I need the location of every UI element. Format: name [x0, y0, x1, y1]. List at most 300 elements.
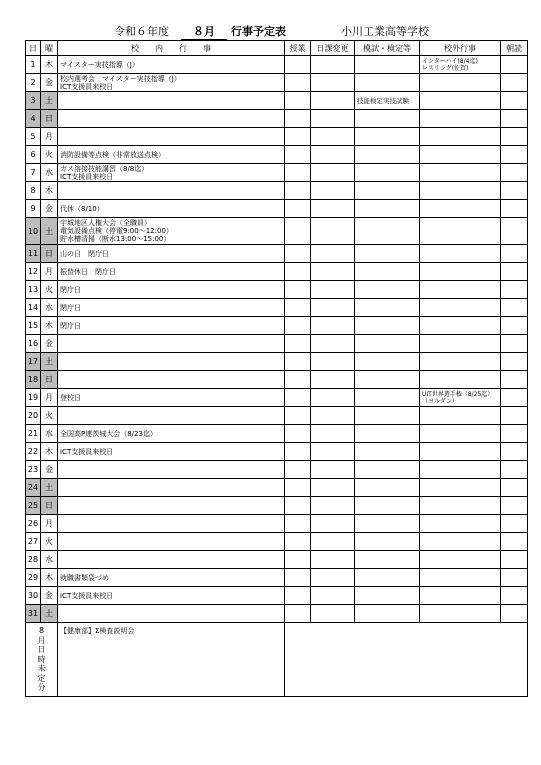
header-morning-reading: 朝読: [501, 41, 528, 56]
schedule-change-cell: [311, 128, 355, 146]
outside-events-cell: [420, 587, 501, 605]
exams-cell: [355, 299, 420, 317]
schedule-change-cell: [311, 245, 355, 263]
class-hours-cell: [285, 128, 311, 146]
morning-reading-cell: [501, 425, 528, 443]
day-cell: 22: [26, 443, 41, 461]
exams-cell: [355, 182, 420, 200]
day-row: [26, 551, 528, 569]
class-hours-cell: [285, 569, 311, 587]
outside-events-cell: [420, 407, 501, 425]
notes-row: [26, 623, 528, 697]
events-cell: [58, 587, 285, 605]
day-cell: 2: [26, 74, 41, 92]
class-hours-cell: [285, 497, 311, 515]
notes-label-cell: [26, 623, 58, 697]
line: インターハイ(8/4迄): [422, 57, 478, 65]
class-hours-cell: [285, 353, 311, 371]
events-cell: [58, 389, 285, 407]
schedule-change-cell: [311, 182, 355, 200]
events-cell: [58, 299, 285, 317]
class-hours-cell: [285, 461, 311, 479]
day-row: [26, 389, 528, 407]
weekday-cell: 月: [41, 128, 58, 146]
day-row: [26, 353, 528, 371]
day-cell: 19: [26, 389, 41, 407]
morning-reading-cell: [501, 515, 528, 533]
schedule-change-cell: [311, 587, 355, 605]
morning-reading-cell: [501, 281, 528, 299]
schedule-change-cell: [311, 335, 355, 353]
morning-reading-cell: [501, 461, 528, 479]
day-cell: 7: [26, 164, 41, 182]
exams-cell: [355, 479, 420, 497]
day-row: [26, 407, 528, 425]
line: 就職書類袋づめ: [60, 573, 109, 582]
morning-reading-cell: [501, 200, 528, 218]
day-row: [26, 74, 528, 92]
day-cell: 20: [26, 407, 41, 425]
line: ICT支援員来校日: [60, 591, 114, 600]
exams-cell: [355, 281, 420, 299]
day-cell: 27: [26, 533, 41, 551]
outside-events-cell: [420, 371, 501, 389]
morning-reading-cell: [501, 218, 528, 245]
day-row: [26, 569, 528, 587]
notes-blank: [285, 623, 528, 697]
weekday-cell: 火: [41, 281, 58, 299]
events-cell: [58, 56, 285, 74]
morning-reading-cell: [501, 164, 528, 182]
exams-cell: [355, 128, 420, 146]
line: 宇城地区人権大会（全職員）: [60, 219, 151, 227]
exams-cell: [355, 443, 420, 461]
day-cell: 14: [26, 299, 41, 317]
outside-events-cell: [420, 533, 501, 551]
morning-reading-cell: [501, 92, 528, 110]
exams-cell: [355, 569, 420, 587]
exams-cell: [355, 200, 420, 218]
day-cell: 8: [26, 182, 41, 200]
schedule-change-cell: [311, 317, 355, 335]
weekday-cell: 土: [41, 479, 58, 497]
exams-cell: [355, 245, 420, 263]
day-cell: 4: [26, 110, 41, 128]
class-hours-cell: [285, 605, 311, 623]
line: UIT世界選手権（8/25迄）: [422, 390, 494, 398]
weekday-cell: 木: [41, 182, 58, 200]
outside-events-cell: [420, 353, 501, 371]
morning-reading-cell: [501, 245, 528, 263]
exams-cell: 技能検定実技試験: [355, 92, 420, 110]
outside-events-cell: [420, 74, 501, 92]
outside-events-cell: [420, 245, 501, 263]
class-hours-cell: [285, 92, 311, 110]
weekday-cell: 土: [41, 353, 58, 371]
outside-events-cell: [420, 299, 501, 317]
weekday-cell: 日: [41, 110, 58, 128]
outside-events-cell: [420, 263, 501, 281]
class-hours-cell: [285, 407, 311, 425]
outside-events-cell: [420, 497, 501, 515]
morning-reading-cell: [501, 146, 528, 164]
class-hours-cell: [285, 551, 311, 569]
schedule-change-cell: [311, 92, 355, 110]
title-era: 令和６年度: [114, 25, 169, 38]
schedule-change-cell: [311, 479, 355, 497]
events-cell: [58, 281, 285, 299]
line: 校内選考会 マイスター実技指導（J）: [60, 74, 181, 83]
weekday-cell: 火: [41, 533, 58, 551]
day-row: [26, 164, 528, 182]
notes-text: 【健康部】Σ検査説明会: [58, 623, 285, 697]
day-cell: 1: [26, 56, 41, 74]
morning-reading-cell: [501, 407, 528, 425]
day-row: [26, 281, 528, 299]
weekday-cell: 金: [41, 200, 58, 218]
header-exams: 模試・検定等: [355, 41, 420, 56]
class-hours-cell: [285, 245, 311, 263]
day-row: [26, 299, 528, 317]
exams-cell: [355, 551, 420, 569]
exams-cell: [355, 605, 420, 623]
events-cell: [58, 110, 285, 128]
events-cell: [58, 551, 285, 569]
exams-cell: [355, 164, 420, 182]
outside-events-cell: [420, 317, 501, 335]
line: 閉庁日: [60, 321, 81, 330]
morning-reading-cell: [501, 335, 528, 353]
line: 登校日: [60, 393, 81, 402]
events-cell: [58, 371, 285, 389]
line: 閉庁日: [60, 285, 81, 294]
day-cell: 29: [26, 569, 41, 587]
outside-events-cell: [420, 56, 501, 74]
class-hours-cell: [285, 299, 311, 317]
title-school: 小川工業高等学校: [341, 25, 429, 38]
events-cell: [58, 461, 285, 479]
events-cell: [58, 74, 285, 92]
schedule-change-cell: [311, 281, 355, 299]
outside-events-cell: [420, 551, 501, 569]
events-cell: [58, 182, 285, 200]
morning-reading-cell: [501, 551, 528, 569]
weekday-cell: 火: [41, 146, 58, 164]
day-row: [26, 605, 528, 623]
schedule-change-cell: [311, 497, 355, 515]
line: 全国高P連茨城大会（8/23迄）: [60, 429, 157, 438]
class-hours-cell: [285, 317, 311, 335]
schedule-change-cell: [311, 425, 355, 443]
day-row: [26, 218, 528, 245]
day-cell: 17: [26, 353, 41, 371]
events-cell: [58, 146, 285, 164]
day-cell: 18: [26, 371, 41, 389]
weekday-cell: 月: [41, 263, 58, 281]
class-hours-cell: [285, 587, 311, 605]
outside-events-cell: [420, 218, 501, 245]
weekday-cell: 木: [41, 317, 58, 335]
header-schedule-change: 日課変更: [311, 41, 355, 56]
outside-events-cell: [420, 605, 501, 623]
day-cell: 30: [26, 587, 41, 605]
day-cell: 25: [26, 497, 41, 515]
exams-cell: [355, 389, 420, 407]
events-cell: [58, 92, 285, 110]
day-row: [26, 479, 528, 497]
class-hours-cell: [285, 371, 311, 389]
line: 貯水槽清掃（断水13:00～15:00）: [60, 235, 171, 243]
outside-events-cell: [420, 515, 501, 533]
exams-cell: [355, 407, 420, 425]
exams-cell: [355, 218, 420, 245]
day-cell: 11: [26, 245, 41, 263]
events-cell: [58, 443, 285, 461]
line: 消防設備等点検（非常放送点検）: [60, 150, 165, 159]
schedule-change-cell: [311, 569, 355, 587]
weekday-cell: 月: [41, 515, 58, 533]
day-row: [26, 245, 528, 263]
outside-events-cell: [420, 281, 501, 299]
class-hours-cell: [285, 335, 311, 353]
morning-reading-cell: [501, 182, 528, 200]
day-row: [26, 587, 528, 605]
schedule-change-cell: [311, 551, 355, 569]
class-hours-cell: [285, 182, 311, 200]
exams-cell: [355, 371, 420, 389]
day-cell: 3: [26, 92, 41, 110]
day-cell: 5: [26, 128, 41, 146]
header-day: 日: [26, 41, 41, 56]
schedule-body: [26, 56, 528, 623]
line: ICT支援員来校日: [60, 172, 114, 181]
outside-events-cell: [420, 425, 501, 443]
line: 振替休日 閉庁日: [60, 267, 116, 276]
weekday-cell: 水: [41, 299, 58, 317]
day-cell: 9: [26, 200, 41, 218]
schedule-change-cell: [311, 200, 355, 218]
class-hours-cell: [285, 533, 311, 551]
schedule-change-cell: [311, 56, 355, 74]
exams-cell: [355, 497, 420, 515]
day-cell: 21: [26, 425, 41, 443]
schedule-change-cell: [311, 164, 355, 182]
line: （ヨルダン）: [422, 397, 458, 405]
outside-events-cell: [420, 128, 501, 146]
day-row: [26, 317, 528, 335]
schedule-change-cell: [311, 74, 355, 92]
day-cell: 31: [26, 605, 41, 623]
schedule-change-cell: [311, 389, 355, 407]
events-cell: [58, 128, 285, 146]
day-row: [26, 128, 528, 146]
line: ICT支援員来校日: [60, 82, 114, 91]
exams-cell: [355, 353, 420, 371]
class-hours-cell: [285, 56, 311, 74]
morning-reading-cell: [501, 317, 528, 335]
header-outside-events: 校外行事: [420, 41, 501, 56]
events-cell: [58, 533, 285, 551]
day-cell: 26: [26, 515, 41, 533]
schedule-change-cell: [311, 110, 355, 128]
events-cell: [58, 425, 285, 443]
title-month: ８月: [181, 25, 227, 40]
outside-events-cell: [420, 479, 501, 497]
line: ICT支援員来校日: [60, 447, 114, 456]
morning-reading-cell: [501, 110, 528, 128]
events-cell: [58, 200, 285, 218]
class-hours-cell: [285, 479, 311, 497]
schedule-change-cell: [311, 353, 355, 371]
day-row: [26, 263, 528, 281]
events-cell: [58, 497, 285, 515]
day-row: [26, 335, 528, 353]
morning-reading-cell: [501, 299, 528, 317]
day-row: [26, 110, 528, 128]
outside-events-cell: [420, 335, 501, 353]
weekday-cell: 金: [41, 587, 58, 605]
events-cell: [58, 569, 285, 587]
exams-cell: [355, 461, 420, 479]
day-row: [26, 425, 528, 443]
day-row: [26, 497, 528, 515]
weekday-cell: 木: [41, 443, 58, 461]
weekday-cell: 土: [41, 92, 58, 110]
weekday-cell: 水: [41, 425, 58, 443]
day-cell: 6: [26, 146, 41, 164]
class-hours-cell: [285, 200, 311, 218]
line: マイスター実技指導（J）: [60, 60, 139, 69]
day-row: [26, 56, 528, 74]
morning-reading-cell: [501, 605, 528, 623]
weekday-cell: 金: [41, 461, 58, 479]
events-cell: [58, 335, 285, 353]
day-row: [26, 515, 528, 533]
weekday-cell: 土: [41, 605, 58, 623]
morning-reading-cell: [501, 353, 528, 371]
morning-reading-cell: [501, 56, 528, 74]
class-hours-cell: [285, 218, 311, 245]
outside-events-cell: [420, 569, 501, 587]
schedule-change-cell: [311, 371, 355, 389]
morning-reading-cell: [501, 497, 528, 515]
exams-cell: [355, 335, 420, 353]
schedule-change-cell: [311, 407, 355, 425]
morning-reading-cell: [501, 263, 528, 281]
weekday-cell: 金: [41, 335, 58, 353]
day-cell: 13: [26, 281, 41, 299]
class-hours-cell: [285, 281, 311, 299]
events-cell: [58, 353, 285, 371]
exams-cell: [355, 425, 420, 443]
day-cell: 16: [26, 335, 41, 353]
events-cell: [58, 605, 285, 623]
events-cell: [58, 317, 285, 335]
class-hours-cell: [285, 146, 311, 164]
day-row: [26, 443, 528, 461]
outside-events-cell: [420, 110, 501, 128]
day-row: [26, 461, 528, 479]
day-row: [26, 533, 528, 551]
schedule-change-cell: [311, 515, 355, 533]
weekday-cell: 木: [41, 569, 58, 587]
morning-reading-cell: [501, 479, 528, 497]
class-hours-cell: [285, 74, 311, 92]
class-hours-cell: [285, 515, 311, 533]
weekday-cell: 日: [41, 497, 58, 515]
line: レスリング(佐賀): [422, 64, 469, 72]
outside-events-cell: [420, 146, 501, 164]
weekday-cell: 日: [41, 371, 58, 389]
outside-events-cell: [420, 443, 501, 461]
weekday-cell: 日: [41, 245, 58, 263]
class-hours-cell: [285, 263, 311, 281]
header-row: [26, 41, 528, 56]
events-cell: [58, 263, 285, 281]
events-cell: [58, 218, 285, 245]
morning-reading-cell: [501, 533, 528, 551]
exams-cell: [355, 587, 420, 605]
day-cell: 23: [26, 461, 41, 479]
outside-events-cell: [420, 200, 501, 218]
exams-cell: [355, 533, 420, 551]
day-row: [26, 92, 528, 110]
weekday-cell: 土: [41, 218, 58, 245]
document-title: [0, 25, 541, 39]
day-row: [26, 182, 528, 200]
events-cell: [58, 164, 285, 182]
weekday-cell: 月: [41, 389, 58, 407]
day-row: [26, 371, 528, 389]
class-hours-cell: [285, 389, 311, 407]
line: ガス溶接技能講習（8/8迄）: [60, 164, 149, 173]
schedule-change-cell: [311, 461, 355, 479]
line: 代休（8/10）: [60, 204, 104, 213]
class-hours-cell: [285, 110, 311, 128]
line: 電気設備点検（停電9:00～12:00）: [60, 227, 173, 235]
schedule-change-cell: [311, 605, 355, 623]
exams-cell: [355, 317, 420, 335]
header-class-hours: 授業: [285, 41, 311, 56]
morning-reading-cell: [501, 443, 528, 461]
line: 山の日 閉庁日: [60, 249, 109, 258]
outside-events-cell: [420, 389, 501, 407]
outside-events-cell: [420, 461, 501, 479]
line: 閉庁日: [60, 303, 81, 312]
day-cell: 28: [26, 551, 41, 569]
title-name: 行事予定表: [231, 25, 286, 38]
day-row: [26, 200, 528, 218]
day-cell: 24: [26, 479, 41, 497]
schedule-table: [25, 40, 528, 697]
events-cell: [58, 407, 285, 425]
class-hours-cell: [285, 164, 311, 182]
exams-cell: [355, 263, 420, 281]
schedule-change-cell: [311, 218, 355, 245]
weekday-cell: 木: [41, 56, 58, 74]
exams-cell: [355, 515, 420, 533]
weekday-cell: 火: [41, 407, 58, 425]
schedule-change-cell: [311, 299, 355, 317]
schedule-change-cell: [311, 146, 355, 164]
day-cell: 12: [26, 263, 41, 281]
weekday-cell: 水: [41, 164, 58, 182]
events-cell: [58, 479, 285, 497]
exams-cell: [355, 74, 420, 92]
day-row: [26, 146, 528, 164]
schedule-change-cell: [311, 263, 355, 281]
outside-events-cell: [420, 92, 501, 110]
